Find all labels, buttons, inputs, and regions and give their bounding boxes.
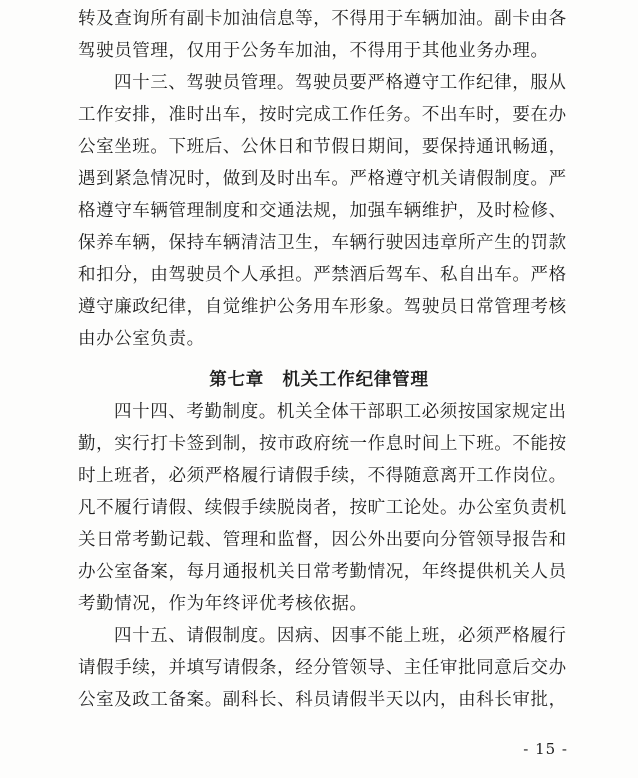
text-line: 时上班者，必须严格履行请假手续，不得随意离开工作岗位。 [78,466,567,486]
page-number: - 15 - [523,740,568,758]
paragraph-start-line: 四十三、驾驶员管理。驾驶员要严格遵守工作纪律，服从 [114,73,567,93]
section-drivers [78,3,567,355]
text-line: 勤，实行打卡签到制，按市政府统一作息时间上下班。不能按 [78,434,567,454]
text-line: 工作安排，准时出车，按时完成工作任务。不出车时，要在办 [78,105,567,125]
text-line: 保养车辆，保持车辆清洁卫生，车辆行驶因违章所产生的罚款 [78,233,567,253]
section-attendance [78,396,567,716]
text-line: 转及查询所有副卡加油信息等，不得用于车辆加油。副卡由各 [78,9,567,29]
text-line: 公室及政工备案。副科长、科员请假半天以内，由科长审批， [78,690,567,710]
text-line: 办公室备案，每月通报机关日常考勤情况，年终提供机关人员 [78,562,567,582]
text-line: 凡不履行请假、续假手续脱岗者，按旷工论处。办公室负责机 [78,498,567,518]
paragraph-start-line: 四十四、考勤制度。机关全体干部职工必须按国家规定出 [114,402,567,422]
paragraph-start-line: 四十五、请假制度。因病、因事不能上班，必须严格履行 [114,626,567,646]
text-line: 遵守廉政纪律，自觉维护公务用车形象。驾驶员日常管理考核 [78,297,567,317]
chapter-title: 第七章 机关工作纪律管理 [209,370,429,390]
text-line: 关日常考勤记载、管理和监督，因公外出要向分管领导报告和 [78,530,567,550]
text-line: 和扣分，由驾驶员个人承担。严禁酒后驾车、私自出车。严格 [78,265,567,285]
text-line: 请假手续，并填写请假条，经分管领导、主任审批同意后交办 [78,658,567,678]
text-line: 由办公室负责。 [78,329,205,349]
text-line: 公室坐班。下班后、公休日和节假日期间，要保持通讯畅通， [78,137,567,157]
text-line: 考勤情况，作为年终评优考核依据。 [78,594,368,614]
text-line: 格遵守车辆管理制度和交通法规，加强车辆维护，及时检修、 [78,201,567,221]
text-line: 驾驶员管理，仅用于公务车加油，不得用于其他业务办理。 [78,41,549,61]
text-line: 遇到紧急情况时，做到及时出车。严格遵守机关请假制度。严 [78,169,567,189]
